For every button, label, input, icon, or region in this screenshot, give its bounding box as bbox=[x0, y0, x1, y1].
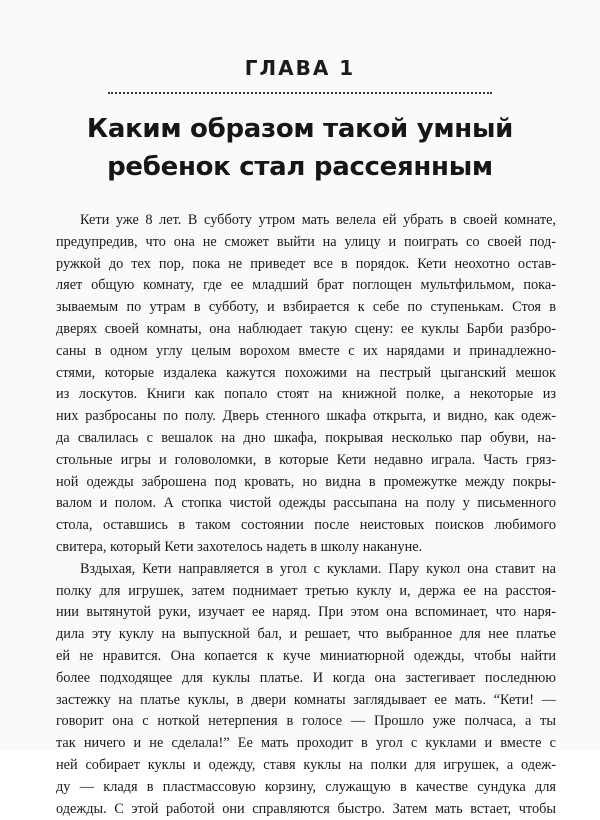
chapter-title-line: ребенок стал рассеянным bbox=[107, 152, 493, 182]
text-line: валом и полом. А стопка чистой одежды рассыпана на полу у письменного bbox=[56, 495, 556, 512]
text-line: Вздыхая, Кети направляется в угол с куклами. Пару кукол она ставит на bbox=[80, 560, 556, 577]
text-line: полку для игрушек, затем поднимает третью куклу и, держа ее на расстоя- bbox=[56, 582, 556, 599]
text-line: стями, которые издалека кажутся похожими на пестрый цыганский мешок bbox=[56, 364, 556, 381]
text-line: стольные игры и головоломки, в которые Кети недавно играла. Часть гряз- bbox=[56, 451, 556, 468]
chapter-title-line: Каким образом такой умный bbox=[86, 114, 514, 144]
text-line: застежку на платье куклы, в двери комнаты заглядывает ее мать. “Кети! — bbox=[56, 691, 556, 708]
text-line: дила эту куклу на выпускной бал, и решает, что выбранное для нее платье bbox=[56, 626, 556, 643]
paragraph bbox=[56, 210, 556, 559]
text-line: стола, оставшись в таком состоянии после неистовых поисков любимого bbox=[56, 517, 556, 534]
text-line: дверях своей комнаты, она наблюдает такую сцену: ее куклы Барби разбро- bbox=[56, 320, 556, 337]
text-line: так ничего и не сделала!” Ее мать проходит в угол с куклами и вместе с bbox=[56, 735, 556, 752]
text-line: них разбросаны по полу. Дверь стенного шкафа открыта, и видно, как одеж- bbox=[56, 408, 556, 425]
paragraph bbox=[56, 559, 556, 820]
text-line: одежды. С этой работой они справляются быстро. Затем мать встает, чтобы bbox=[56, 800, 556, 817]
dotted-divider bbox=[108, 92, 492, 94]
chapter-label: ГЛАВА 1 bbox=[244, 56, 356, 80]
text-line: ей не нравится. Она копается к куче миниатюрной одежды, чтобы найти bbox=[56, 647, 556, 664]
text-line: ной одежды заброшена под кровать, но видна в промежутке между покры- bbox=[56, 473, 556, 490]
body-text bbox=[56, 210, 556, 820]
text-line: ней собирает куклы и одежду, ставя куклы на полки для игрушек, а одеж- bbox=[56, 756, 556, 773]
text-line: более подходящее для куклы платье. И когда она застегивает последнюю bbox=[56, 669, 556, 686]
text-line: ружкой до тех пор, пока не приведет все в порядок. Кети неохотно остав- bbox=[56, 255, 556, 272]
text-line: ляет общую комнату, где ее младший брат поглощен мультфильмом, пока- bbox=[56, 277, 556, 294]
text-line: нии вытянутой руки, изучает ее наряд. При этом она вспоминает, что наря- bbox=[56, 604, 556, 621]
text-line: говорит она с ноткой нетерпения в голосе — Прошло уже полчаса, а ты bbox=[56, 713, 556, 730]
text-line: из лоскутов. Книги как попало стоят на книжной полке, а некоторые из bbox=[56, 386, 556, 403]
text-line: саны в одном углу целым ворохом вместе с их нарядами и принадлежно- bbox=[56, 342, 556, 359]
text-line: зываемым по утрам в субботу, и взбирается к себе по ступенькам. Стоя в bbox=[56, 299, 556, 316]
chapter-title bbox=[60, 110, 540, 186]
text-line: Кети уже 8 лет. В субботу утром мать велела ей убрать в своей комнате, bbox=[80, 212, 556, 228]
text-line: да свалилась с вешалок на дно шкафа, покрывая несколько пар обуви, на- bbox=[56, 429, 556, 446]
text-line: ду — кладя в пластмассовую корзину, служащую в качестве сундука для bbox=[56, 778, 556, 795]
text-line: свитера, который Кети захотелось надеть в школу накануне. bbox=[56, 538, 423, 555]
text-line: предупредив, что она не сможет выйти на улицу и поиграть со своей под- bbox=[56, 233, 556, 250]
